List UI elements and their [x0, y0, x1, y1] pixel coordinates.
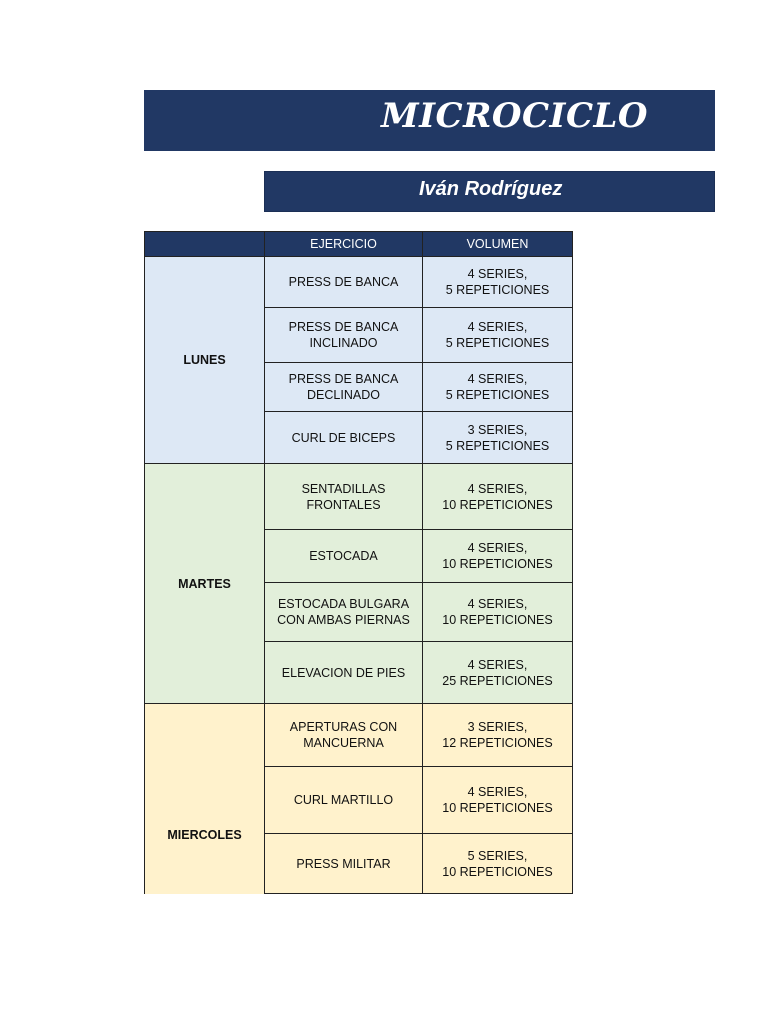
- author-clip: [265, 172, 572, 213]
- exercise-cell: APERTURAS CON MANCUERNA: [265, 704, 423, 767]
- day-group-miercoles: [145, 704, 573, 894]
- author-name: Iván Rodríguez: [419, 178, 563, 200]
- title-clip: [144, 90, 649, 151]
- exercise-cell: ESTOCADA BULGARA CON AMBAS PIERNAS: [265, 583, 423, 642]
- header-row: [145, 232, 573, 257]
- exercise-cell: ESTOCADA: [265, 530, 423, 583]
- day-label-martes: MARTES: [145, 464, 265, 704]
- header-ejercicio: EJERCICIO: [265, 232, 423, 257]
- volume-cell: 3 SERIES, 12 REPETICIONES: [423, 704, 573, 767]
- routine-table: [144, 231, 573, 894]
- volume-cell: 4 SERIES, 10 REPETICIONES: [423, 530, 573, 583]
- volume-cell: 4 SERIES, 10 REPETICIONES: [423, 464, 573, 530]
- volume-cell: 4 SERIES, 10 REPETICIONES: [423, 583, 573, 642]
- day-group-martes: [145, 464, 573, 704]
- volume-cell: 4 SERIES, 10 REPETICIONES: [423, 767, 573, 834]
- exercise-cell: ELEVACION DE PIES: [265, 642, 423, 704]
- exercise-cell: PRESS MILITAR: [265, 834, 423, 894]
- volume-cell: 3 SERIES, 5 REPETICIONES: [423, 412, 573, 464]
- exercise-cell: SENTADILLAS FRONTALES: [265, 464, 423, 530]
- table-row: [145, 464, 573, 530]
- title-banner: [144, 90, 715, 151]
- table-row: [145, 704, 573, 767]
- author-banner: [264, 171, 715, 212]
- exercise-cell: PRESS DE BANCA: [265, 257, 423, 308]
- day-group-lunes: [145, 257, 573, 464]
- exercise-cell: PRESS DE BANCA INCLINADO: [265, 308, 423, 363]
- day-label-lunes: LUNES: [145, 257, 265, 464]
- table-row: [145, 257, 573, 308]
- exercise-cell: PRESS DE BANCA DECLINADO: [265, 363, 423, 412]
- day-label-miercoles: MIERCOLES: [145, 704, 265, 894]
- volume-cell: 4 SERIES, 25 REPETICIONES: [423, 642, 573, 704]
- page-title: MICROCICLO: [381, 96, 649, 136]
- header-volumen: VOLUMEN: [423, 232, 573, 257]
- exercise-cell: CURL MARTILLO: [265, 767, 423, 834]
- volume-cell: 4 SERIES, 5 REPETICIONES: [423, 363, 573, 412]
- header-day: [145, 232, 265, 257]
- exercise-cell: CURL DE BICEPS: [265, 412, 423, 464]
- volume-cell: 5 SERIES, 10 REPETICIONES: [423, 834, 573, 894]
- volume-cell: 4 SERIES, 5 REPETICIONES: [423, 308, 573, 363]
- volume-cell: 4 SERIES, 5 REPETICIONES: [423, 257, 573, 308]
